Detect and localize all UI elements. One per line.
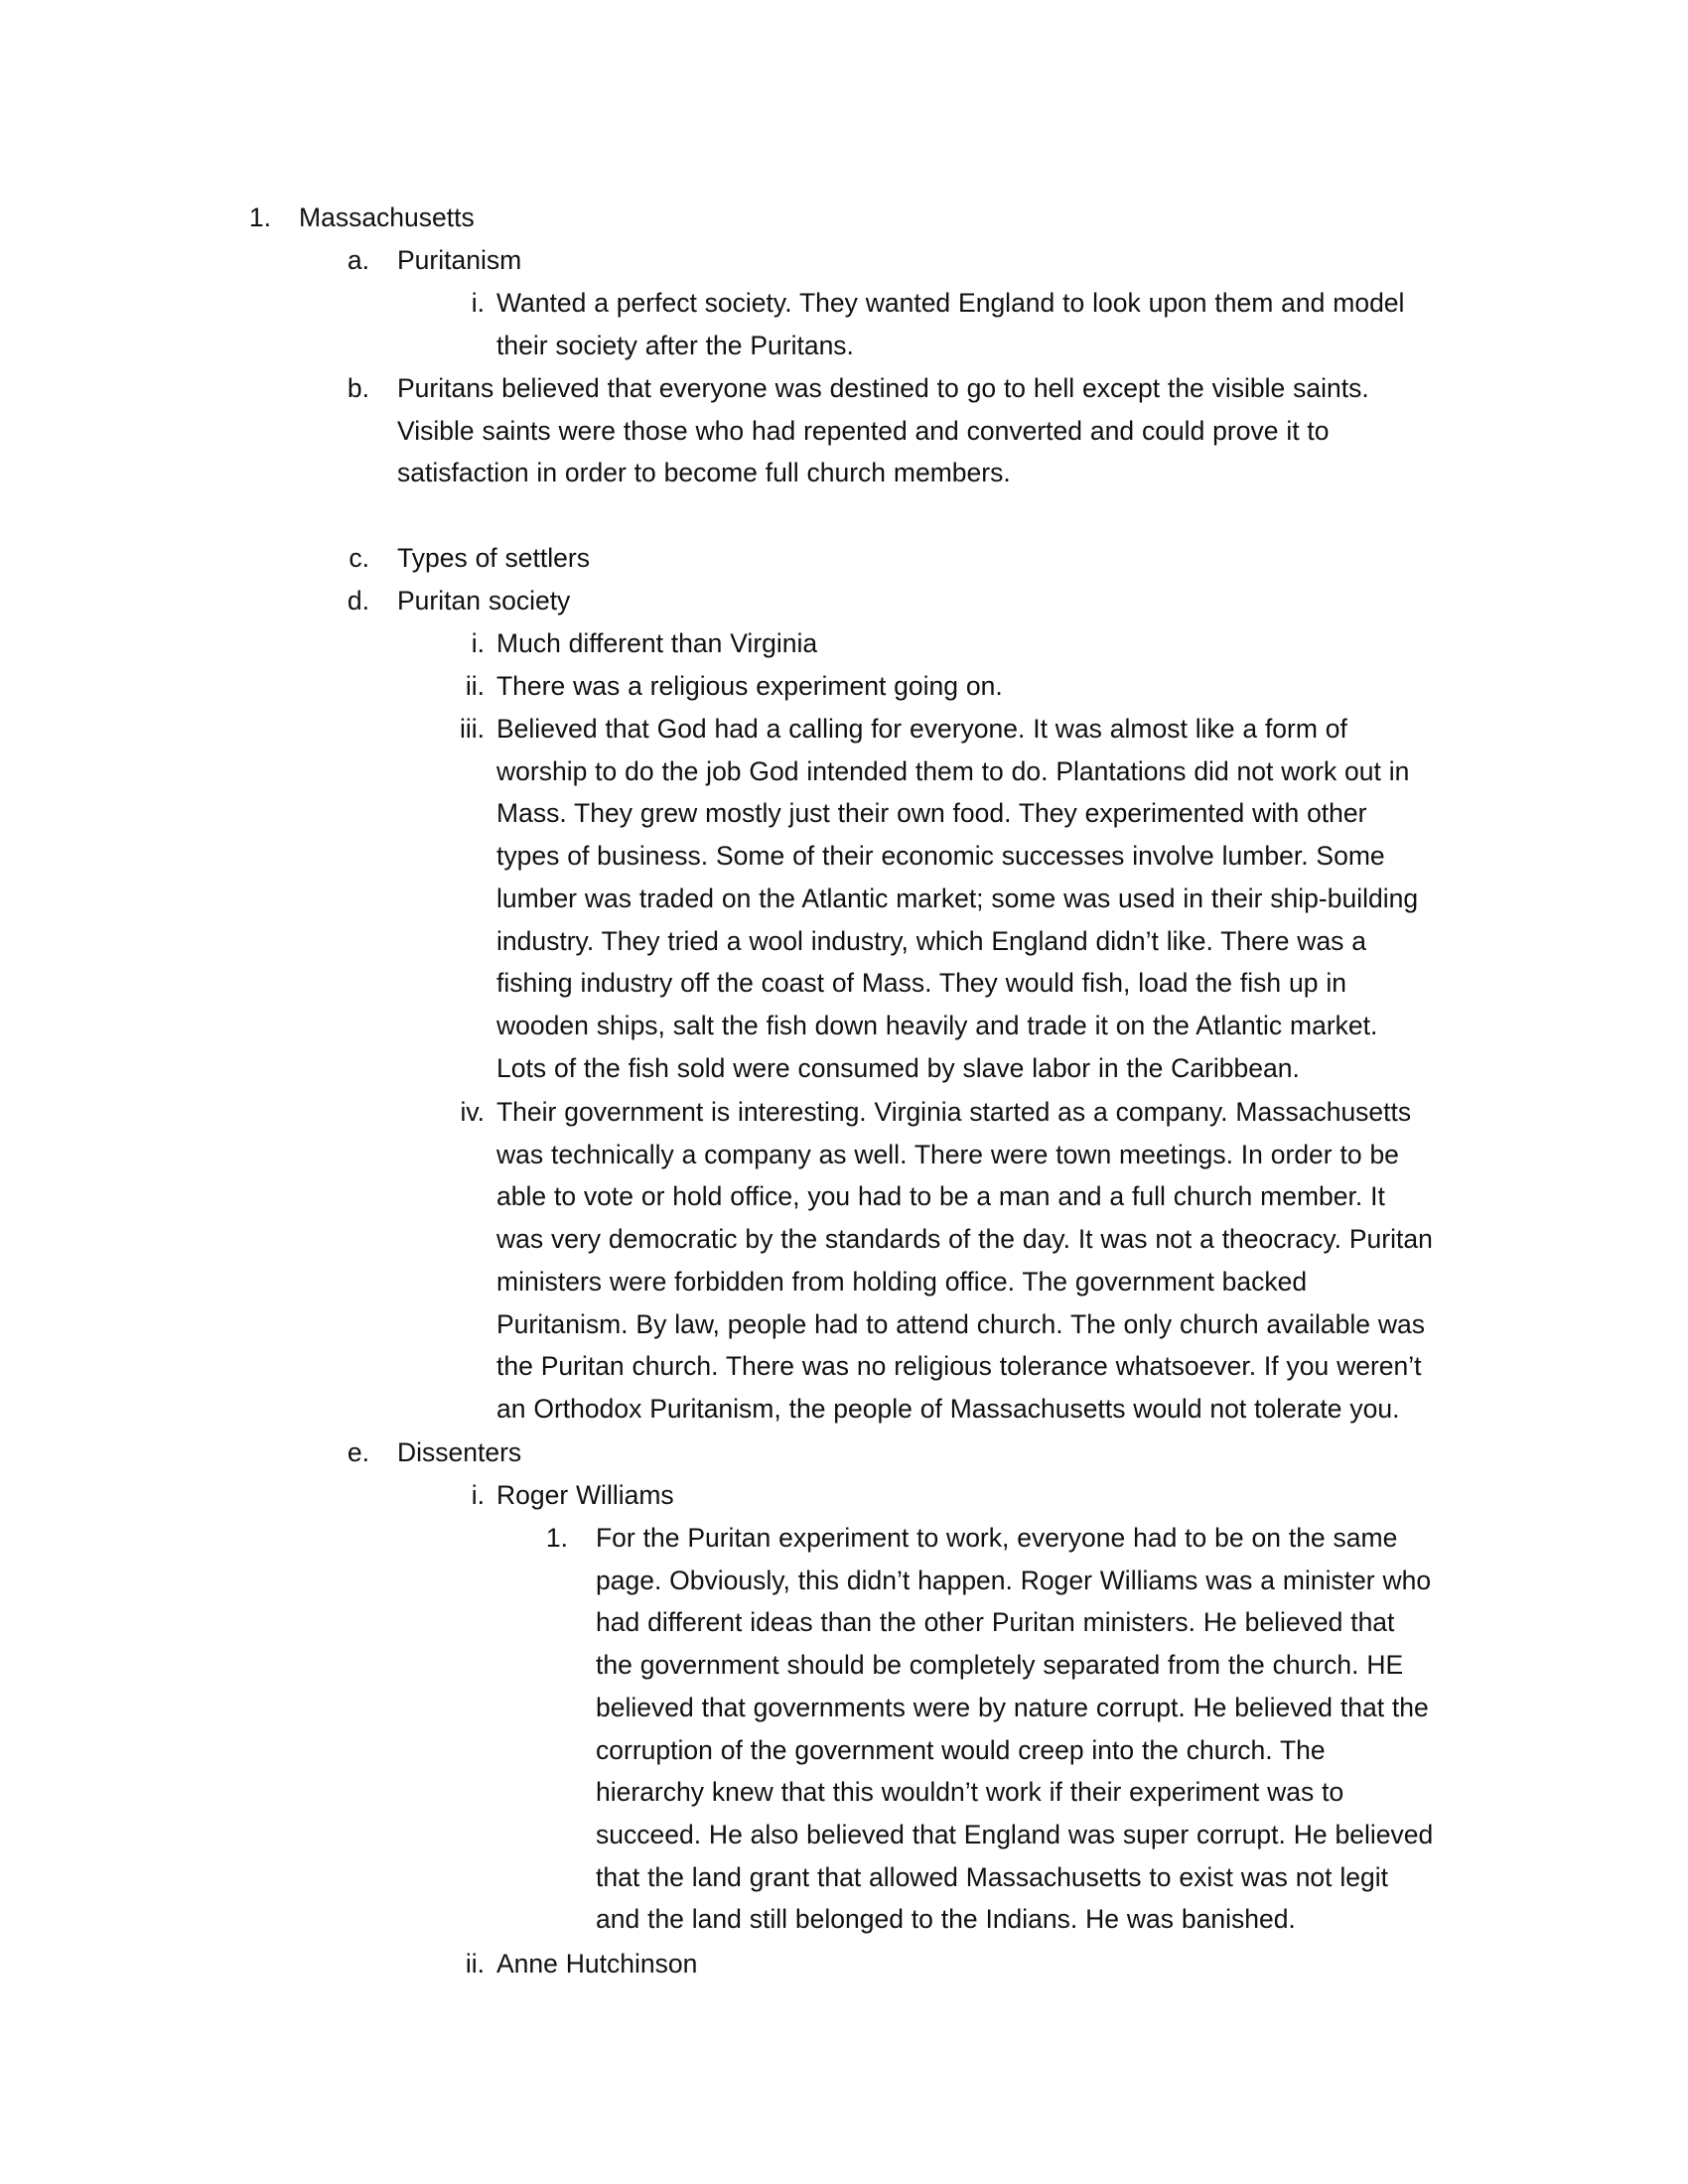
list-marker: i. bbox=[471, 288, 485, 318]
list-marker: 1. bbox=[248, 203, 271, 232]
list-item-text: Their government is interesting. Virginia started as a company. Massachusetts was technically a company as well. There were town meetings. In order to be able to vote or hold office, you had to be a man and a full church member. It was very democratic by the standards of the day. It was not a theocracy. Puritan ministers were forbidden from holding office. The government backed Puritanism. By law, people had to attend church. The only church available was the Puritan church. There was no religious tolerance whatsoever. If you weren’t an Orthodox Puritanism, the people of Massachusetts would not tolerate you. bbox=[496, 1097, 1433, 1424]
list-marker: d. bbox=[347, 586, 369, 615]
outline-item-e-i bbox=[471, 1474, 1539, 1517]
outline-item-c bbox=[349, 537, 1489, 580]
list-marker: b. bbox=[347, 373, 369, 403]
list-item-text: For the Puritan experiment to work, everyone had to be on the same page. Obviously, this didn’t happen. Roger Williams was a minister who had different ideas than the other Puritan ministers. He believed that the government should be completely separated from the church. HE believed that governments were by nature corrupt. He believed that the corruption of the government would creep into the church. The hierarchy knew that this wouldn’t work if their experiment was to succeed. He also believed that England was super corrupt. He believed that the land grant that allowed Massachusetts to exist was not legit and the land still belonged to the Indians. He was banished. bbox=[596, 1523, 1434, 1935]
list-marker: i. bbox=[471, 628, 485, 658]
list-marker: e. bbox=[347, 1437, 369, 1467]
outline-item-a bbox=[347, 239, 1489, 282]
outline-item-e-ii bbox=[465, 1943, 1539, 1985]
list-marker: 1. bbox=[545, 1523, 568, 1553]
list-item-text: Puritan society bbox=[397, 586, 571, 615]
outline-item-d bbox=[347, 580, 1489, 622]
list-item-text: Roger Williams bbox=[496, 1480, 674, 1510]
list-marker: ii. bbox=[465, 1949, 485, 1979]
list-marker: iii. bbox=[459, 714, 485, 744]
list-item-text: Much different than Virginia bbox=[496, 628, 818, 658]
outline-item-d-ii bbox=[465, 665, 1539, 708]
outline-item-1 bbox=[248, 197, 1490, 239]
section-title: Massachusetts bbox=[299, 203, 475, 232]
list-item-text: Puritans believed that everyone was destined to go to hell except the visible saints. Visible saints were those who had repented and converted and could prove it to satisfaction in order to become full church members. bbox=[397, 373, 1369, 488]
list-marker: c. bbox=[349, 543, 369, 573]
outline-item-d-iv bbox=[460, 1091, 1549, 1431]
list-item-text: Believed that God had a calling for everyone. It was almost like a form of worship to do the job God intended them to do. Plantations did not work out in Mass. They grew mostly just their own food. They experimented with other types of business. Some of their economic successes involve lumber. Some lumber was traded on the Atlantic market; some was used in their ship-building industry. They tried a wool industry, which England didn’t like. There was a fishing industry off the coast of Mass. They would fish, load the fish up in wooden ships, salt the fish down heavily and trade it on the Atlantic market. Lots of the fish sold were consumed by slave labor in the Caribbean. bbox=[496, 714, 1419, 1083]
outline-item-e-i-1 bbox=[545, 1517, 1549, 1941]
list-item-text: Anne Hutchinson bbox=[496, 1949, 698, 1979]
outline-item-b bbox=[347, 367, 1539, 494]
list-item-text: There was a religious experiment going on. bbox=[496, 671, 1003, 701]
list-item-text: Puritanism bbox=[397, 245, 522, 275]
outline-item-d-iii bbox=[459, 708, 1549, 1089]
list-marker: i. bbox=[471, 1480, 485, 1510]
list-item-text: Types of settlers bbox=[397, 543, 590, 573]
list-marker: a. bbox=[347, 245, 369, 275]
list-marker: iv. bbox=[460, 1097, 485, 1127]
list-item-text: Wanted a perfect society. They wanted England to look upon them and model their society after the Puritans. bbox=[496, 288, 1405, 360]
outline-item-d-i bbox=[471, 622, 1539, 665]
list-item-text: Dissenters bbox=[397, 1437, 522, 1467]
list-marker: ii. bbox=[465, 671, 485, 701]
outline-item-e bbox=[347, 1432, 1489, 1474]
outline-item-a-i bbox=[471, 282, 1539, 366]
